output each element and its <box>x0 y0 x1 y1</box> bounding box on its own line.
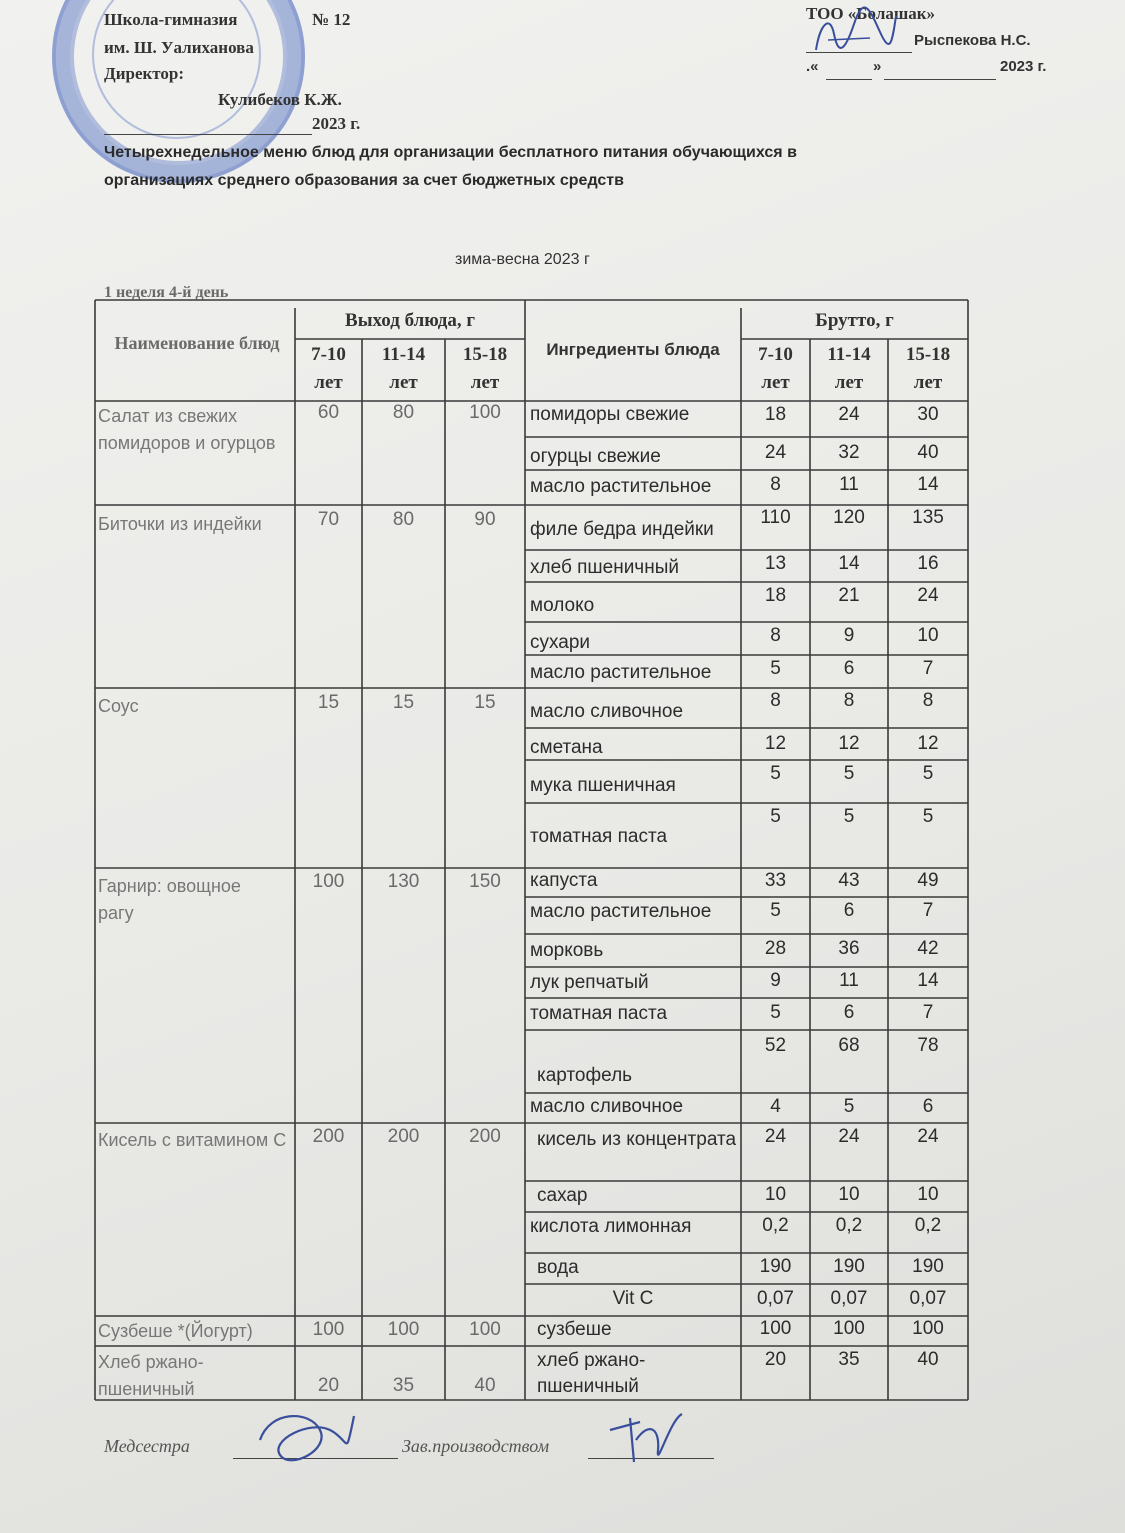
director-name: Кулибеков К.Ж. <box>218 90 342 109</box>
ingredient-gross-value: 5 <box>843 1096 855 1117</box>
date-open-quote: .« <box>806 58 819 75</box>
col-header-ingredients: Ингредиенты блюда <box>546 340 720 359</box>
school-name: Школа-гимназия <box>104 10 238 29</box>
ingredient-name: сузбеше <box>537 1319 612 1340</box>
ingredient-gross-value: 100 <box>912 1318 944 1339</box>
gross-age-7-10: 7-10 <box>758 344 793 365</box>
production-head-signature <box>600 1400 690 1470</box>
ingredient-name: сметана <box>530 737 603 758</box>
ingredient-name: Vit C <box>612 1288 654 1309</box>
dish-yield: 80 <box>392 402 415 423</box>
ingredient-name: морковь <box>530 940 604 961</box>
ingredient-gross-value: 78 <box>917 1035 939 1056</box>
dish-name: Гарнир: овощное рагу <box>98 876 241 923</box>
yield-age-11-14: 11-14 <box>381 344 426 365</box>
yield-years-1: лет <box>314 372 343 393</box>
ingredient-name: картофель <box>537 1065 633 1086</box>
ingredient-gross-value: 33 <box>764 870 787 891</box>
ingredient-gross-value: 5 <box>843 806 855 827</box>
season-label: зима-весна 2023 г <box>455 251 590 268</box>
ingredient-gross-value: 5 <box>770 900 781 921</box>
ingredient-gross-value: 9 <box>843 625 855 646</box>
ingredient-gross-value: 40 <box>917 442 939 463</box>
ingredient-gross-value: 9 <box>770 970 781 991</box>
ingredient-gross-value: 18 <box>764 585 787 606</box>
ingredient-gross-value: 190 <box>912 1256 944 1277</box>
ingredient-gross-value: 5 <box>770 806 781 827</box>
date-close-quote: » <box>873 58 882 75</box>
ingredient-name: хлеб пшеничный <box>530 557 679 578</box>
ingredient-gross-value: 5 <box>770 763 781 784</box>
ingredient-gross-value: 40 <box>917 1349 939 1370</box>
ingredient-gross-value: 16 <box>917 553 939 574</box>
ingredient-name: сахар <box>537 1185 588 1206</box>
dish-yield: 200 <box>469 1126 501 1147</box>
dish-yield: 100 <box>469 1319 501 1340</box>
ingredient-gross-value: 12 <box>764 733 787 754</box>
director-label: Директор: <box>104 64 185 83</box>
ingredient-gross-value: 68 <box>838 1035 860 1056</box>
ingredient-gross-value: 8 <box>770 690 781 711</box>
ingredient-gross-value: 0,2 <box>914 1215 942 1236</box>
ingredient-name: масло растительное <box>530 901 712 922</box>
ingredient-gross-value: 7 <box>922 1002 934 1023</box>
gross-years-3: лет <box>913 372 943 393</box>
ingredient-name: филе бедра индейки <box>530 519 714 540</box>
ingredient-gross-value: 43 <box>838 870 860 891</box>
ingredient-gross-value: 13 <box>764 553 787 574</box>
ingredient-gross-value: 21 <box>838 585 860 606</box>
ingredient-gross-value: 24 <box>838 404 860 425</box>
ingredient-gross-value: 8 <box>770 625 781 646</box>
ingredient-gross-value: 32 <box>838 442 860 463</box>
ingredient-name: лук репчатый <box>530 972 649 993</box>
ingredient-name: хлеб ржано-пшеничный <box>537 1350 646 1397</box>
gross-years-2: лет <box>834 372 864 393</box>
dish-yield: 100 <box>312 871 345 892</box>
ingredient-name: вода <box>537 1257 579 1278</box>
ingredient-name: томатная паста <box>530 826 668 847</box>
ingredient-gross-value: 10 <box>917 625 939 646</box>
ingredient-gross-value: 14 <box>838 553 860 574</box>
ingredient-gross-value: 6 <box>922 1096 934 1117</box>
ingredient-gross-value: 6 <box>843 1002 855 1023</box>
ingredient-gross-value: 36 <box>838 938 860 959</box>
ingredient-name: масло сливочное <box>530 1096 684 1117</box>
ingredient-gross-value: 5 <box>922 806 934 827</box>
dish-yield: 15 <box>474 692 496 713</box>
ingredient-gross-value: 24 <box>917 1126 939 1147</box>
ingredient-gross-value: 0,07 <box>757 1288 794 1309</box>
dish-yield: 100 <box>469 402 501 423</box>
company-year: 2023 г. <box>1000 58 1047 75</box>
ingredient-gross-value: 0,2 <box>835 1215 863 1236</box>
ingredient-gross-value: 7 <box>922 900 934 921</box>
dish-yield: 100 <box>312 1319 345 1340</box>
ingredient-gross-value: 6 <box>843 900 855 921</box>
gross-age-15-18: 15-18 <box>905 344 951 365</box>
ingredient-gross-value: 110 <box>760 507 791 528</box>
dish-yield: 80 <box>392 509 415 530</box>
gross-age-11-14: 11-14 <box>827 344 871 365</box>
col-header-dish-name: Наименование блюд <box>114 333 280 353</box>
dish-name: Кисель с витамином С <box>98 1130 287 1150</box>
company-name: ТОО «Болашак» <box>806 4 936 23</box>
ingredient-gross-value: 10 <box>838 1184 860 1205</box>
week-day-label: 1 неделя 4-й день <box>104 284 229 301</box>
ingredient-gross-value: 24 <box>764 442 787 463</box>
ingredient-gross-value: 24 <box>838 1126 860 1147</box>
dish-yield: 130 <box>387 871 420 892</box>
school-number: № 12 <box>312 10 351 29</box>
ingredient-gross-value: 8 <box>922 690 934 711</box>
ingredient-gross-value: 5 <box>770 658 781 679</box>
dish-name: Биточки из индейки <box>98 514 262 534</box>
yield-age-15-18: 15-18 <box>462 344 508 365</box>
ingredient-gross-value: 7 <box>922 658 934 679</box>
dish-name: Салат из свежих помидоров и огурцов <box>98 406 276 453</box>
ingredient-name: мука пшеничная <box>530 775 676 796</box>
ingredient-gross-value: 28 <box>764 938 787 959</box>
ingredient-gross-value: 12 <box>838 733 860 754</box>
yield-years-3: лет <box>470 372 500 393</box>
ingredient-gross-value: 5 <box>843 763 855 784</box>
ingredient-gross-value: 20 <box>764 1349 787 1370</box>
ingredient-name: кисель из концентрата <box>537 1129 737 1150</box>
ingredient-gross-value: 49 <box>917 870 939 891</box>
ingredient-gross-value: 12 <box>917 733 939 754</box>
ingredient-name: капуста <box>530 870 598 891</box>
ingredient-gross-value: 14 <box>917 970 939 991</box>
ingredient-gross-value: 42 <box>917 938 939 959</box>
ingredient-gross-value: 5 <box>922 763 934 784</box>
director-year: 2023 г. <box>312 114 361 133</box>
ingredient-gross-value: 24 <box>764 1126 787 1147</box>
ingredient-name: сухари <box>530 632 591 653</box>
ingredient-gross-value: 52 <box>764 1035 787 1056</box>
ingredient-gross-value: 24 <box>917 585 939 606</box>
ingredient-gross-value: 8 <box>843 690 855 711</box>
dish-yield: 200 <box>312 1126 345 1147</box>
ingredient-name: томатная паста <box>530 1003 668 1024</box>
ingredient-gross-value: 100 <box>759 1318 792 1339</box>
ingredient-name: масло сливочное <box>530 701 684 722</box>
menu-title-line1: Четырехнедельное меню блюд для организации бесплатного питания обучающихся в <box>104 144 797 161</box>
ingredient-gross-value: 14 <box>917 474 939 495</box>
dish-yield: 90 <box>474 509 496 530</box>
ingredient-gross-value: 190 <box>759 1256 792 1277</box>
ingredient-gross-value: 0,2 <box>762 1215 789 1236</box>
ingredient-gross-value: 190 <box>833 1256 865 1277</box>
ingredient-gross-value: 11 <box>839 474 859 495</box>
dish-name: Хлеб ржано-пшеничный <box>98 1352 204 1399</box>
dish-yield: 150 <box>469 871 501 892</box>
ingredient-gross-value: 10 <box>917 1184 939 1205</box>
company-signer: Рыспекова Н.С. <box>914 32 1031 49</box>
ingredient-name: огурцы свежие <box>530 446 661 467</box>
menu-title-line2: организациях среднего образования за счет бюджетных средств <box>104 172 624 189</box>
dish-yield: 40 <box>474 1375 496 1396</box>
ingredient-gross-value: 0,07 <box>830 1288 868 1309</box>
ingredient-gross-value: 8 <box>770 474 781 495</box>
dish-yield: 70 <box>317 509 340 530</box>
ingredient-gross-value: 6 <box>843 658 855 679</box>
col-header-gross: Брутто, г <box>815 310 894 331</box>
nurse-label: Медсестра <box>104 1436 190 1456</box>
ingredient-gross-value: 120 <box>833 507 865 528</box>
ingredient-name: масло растительное <box>530 476 712 497</box>
ingredient-name: помидоры свежие <box>530 404 690 425</box>
ingredient-name: молоко <box>530 595 595 616</box>
dish-yield: 60 <box>317 402 340 423</box>
gross-years-1: лет <box>761 372 790 393</box>
ingredient-gross-value: 100 <box>833 1318 865 1339</box>
col-header-yield: Выход блюда, г <box>345 310 475 331</box>
dish-name: Сузбеше *(Йогурт) <box>98 1321 253 1341</box>
yield-years-2: лет <box>389 372 418 393</box>
ingredient-gross-value: 18 <box>764 404 787 425</box>
nurse-signature <box>250 1400 360 1480</box>
ingredient-gross-value: 30 <box>917 404 939 425</box>
ingredient-gross-value: 5 <box>770 1002 781 1023</box>
dish-yield: 35 <box>392 1375 415 1396</box>
dish-yield: 100 <box>387 1319 420 1340</box>
yield-age-7-10: 7-10 <box>311 344 346 365</box>
dish-name: Соус <box>98 696 139 716</box>
school-named-after: им. Ш. Уалиханова <box>104 38 254 57</box>
ingredient-gross-value: 10 <box>764 1184 787 1205</box>
dish-yield: 15 <box>392 692 415 713</box>
ingredient-name: масло растительное <box>530 662 712 683</box>
dish-yield: 15 <box>317 692 340 713</box>
dish-yield: 20 <box>317 1375 340 1396</box>
production-head-label: Зав.производством <box>402 1436 550 1456</box>
ingredient-name: кислота лимонная <box>530 1216 692 1237</box>
dish-yield: 200 <box>387 1126 420 1147</box>
ingredient-gross-value: 4 <box>770 1096 781 1117</box>
ingredient-gross-value: 135 <box>912 507 944 528</box>
ingredient-gross-value: 11 <box>839 970 859 991</box>
ingredient-gross-value: 0,07 <box>909 1288 947 1309</box>
ingredient-gross-value: 35 <box>838 1349 860 1370</box>
